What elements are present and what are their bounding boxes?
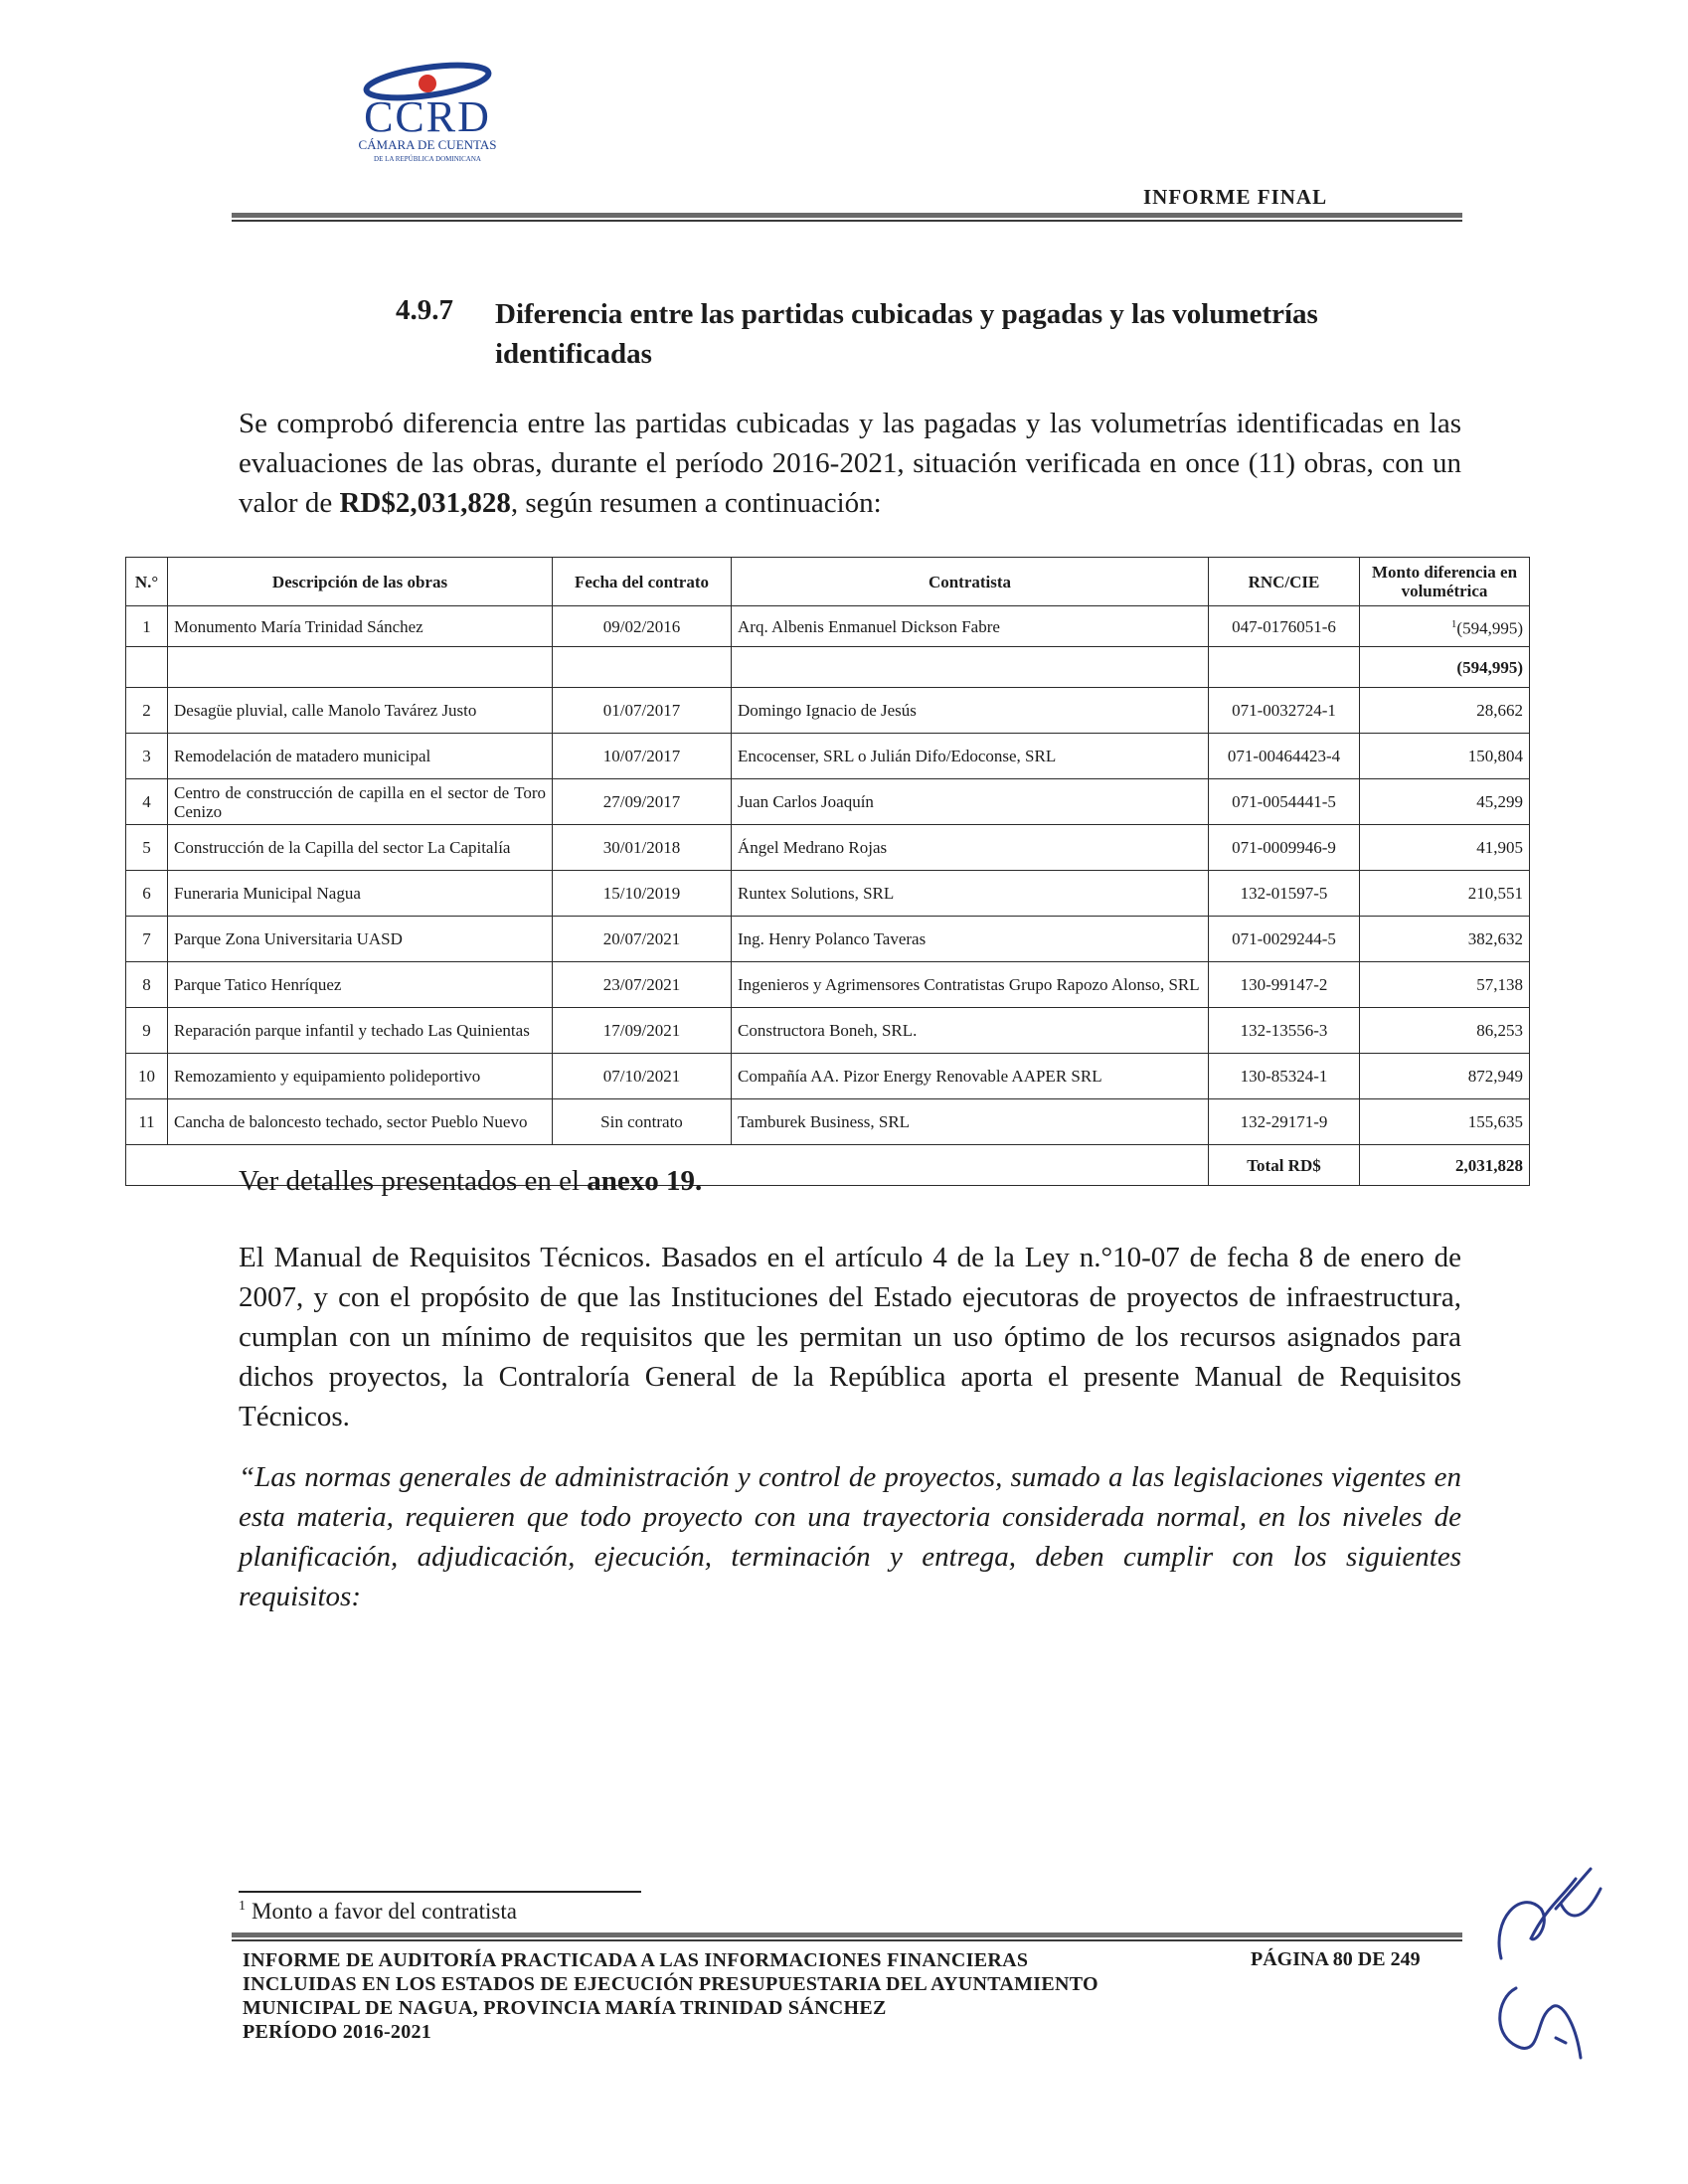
cell-rnc: 132-29171-9 [1209, 1099, 1360, 1145]
cell-num: 10 [126, 1054, 168, 1099]
footer-line: INCLUIDAS EN LOS ESTADOS DE EJECUCIÓN PRESUPUESTARIA DEL AYUNTAMIENTO [243, 1973, 1098, 1995]
cell-rnc: 071-0009946-9 [1209, 825, 1360, 871]
header-num: N.° [126, 558, 168, 606]
header-rnc: RNC/CIE [1209, 558, 1360, 606]
handwritten-signature [1481, 1849, 1610, 2068]
footnote-ref: 1 [1450, 617, 1457, 630]
cell-description: Desagüe pluvial, calle Manolo Tavárez Justo [168, 688, 553, 734]
cell-date: 27/09/2017 [553, 779, 732, 825]
footer-line: PERÍODO 2016-2021 [243, 2021, 432, 2043]
cell-num: 2 [126, 688, 168, 734]
cell-amount: 28,662 [1360, 688, 1530, 734]
cell-rnc: 071-00464423-4 [1209, 734, 1360, 779]
quote-paragraph: “Las normas generales de administración y control de proyectos, sumado a las legislaciones vigentes en esta materia, requieren que todo proyecto con una trayectoria considerada normal, en los niveles de planificación, adjudicación, ejecución, terminación y entrega, deben cumplir con los siguientes requisitos: [239, 1461, 1461, 1612]
annex-text: Ver detalles presentados en el [239, 1165, 588, 1197]
cell-num: 7 [126, 917, 168, 962]
cell-date: 15/10/2019 [553, 871, 732, 917]
footnote-rule [239, 1891, 641, 1893]
subtotal-value: (594,995) [1360, 647, 1530, 688]
cell-contractor: Compañía AA. Pizor Energy Renovable AAPER SRL [732, 1054, 1209, 1099]
annex-number: anexo 19. [587, 1165, 703, 1197]
table-body [126, 688, 1530, 1145]
cell-contractor: Constructora Boneh, SRL. [732, 1008, 1209, 1054]
table-row [126, 1008, 1530, 1054]
table-row [126, 734, 1530, 779]
table-row [126, 688, 1530, 734]
ccrd-logo [316, 60, 545, 169]
cell-amount: 150,804 [1360, 734, 1530, 779]
cell-contractor: Runtex Solutions, SRL [732, 871, 1209, 917]
cell-description: Remozamiento y equipamiento polideportivo [168, 1054, 553, 1099]
cell-rnc: 130-99147-2 [1209, 962, 1360, 1008]
cell-amount-value: (594,995) [1456, 618, 1523, 638]
cell-rnc: 047-0176051-6 [1209, 606, 1360, 647]
manual-paragraph: El Manual de Requisitos Técnicos. Basados en el artículo 4 de la Ley n.°10-07 de fecha 8 de enero de 2007, y con el propósito de que las Instituciones del Estado ejecutoras de proyectos de infraestructura, cumplan con un mínimo de requisitos que les permitan un uso óptimo de los recursos asignados para dichos proyectos, la Contraloría General de la República aporta el presente Manual de Requisitos Técnicos. [239, 1242, 1461, 1432]
footer-rule [232, 1932, 1462, 1937]
header-rule-thin [232, 220, 1462, 222]
cell-date: 23/07/2021 [553, 962, 732, 1008]
logo-text: CCRD [364, 92, 491, 141]
table-row [126, 825, 1530, 871]
cell-contractor: Ing. Henry Polanco Taveras [732, 917, 1209, 962]
cell-amount: 57,138 [1360, 962, 1530, 1008]
cell-description: Parque Zona Universitaria UASD [168, 917, 553, 962]
table-row [126, 1099, 1530, 1145]
cell-rnc: 132-13556-3 [1209, 1008, 1360, 1054]
cell-amount: 210,551 [1360, 871, 1530, 917]
intro-text-end: , según resumen a continuación: [510, 487, 882, 519]
table-row [126, 779, 1530, 825]
cell-date: 10/07/2017 [553, 734, 732, 779]
table-row [126, 917, 1530, 962]
cell-description: Remodelación de matadero municipal [168, 734, 553, 779]
cell-amount: 86,253 [1360, 1008, 1530, 1054]
header-date: Fecha del contrato [553, 558, 732, 606]
cell-description: Parque Tatico Henríquez [168, 962, 553, 1008]
cell-num: 9 [126, 1008, 168, 1054]
subtotal-row [126, 647, 1530, 688]
cell-num: 1 [126, 606, 168, 647]
total-value: 2,031,828 [1360, 1145, 1530, 1186]
cell-description: Construcción de la Capilla del sector La Capitalía [168, 825, 553, 871]
table-header-row [126, 558, 1530, 606]
intro-amount: RD$2,031,828 [339, 487, 511, 519]
logo-subtitle-2: DE LA REPÚBLICA DOMINICANA [374, 155, 481, 163]
cell-amount: 872,949 [1360, 1054, 1530, 1099]
cell-contractor: Juan Carlos Joaquín [732, 779, 1209, 825]
header-description: Descripción de las obras [168, 558, 553, 606]
cell-description: Reparación parque infantil y techado Las Quinientas [168, 1008, 553, 1054]
cell-num: 8 [126, 962, 168, 1008]
cell-rnc: 071-0029244-5 [1209, 917, 1360, 962]
footer-report-title [243, 1948, 1227, 2044]
cell-contractor: Encocenser, SRL o Julián Difo/Edoconse, SRL [732, 734, 1209, 779]
cell-contractor: Tamburek Business, SRL [732, 1099, 1209, 1145]
cell-rnc: 130-85324-1 [1209, 1054, 1360, 1099]
cell-rnc: 071-0054441-5 [1209, 779, 1360, 825]
logo-subtitle-1: CÁMARA DE CUENTAS [358, 137, 497, 152]
cell-contractor: Ingenieros y Agrimensores Contratistas Grupo Rapozo Alonso, SRL [732, 962, 1209, 1008]
cell-amount: 45,299 [1360, 779, 1530, 825]
cell-amount: 382,632 [1360, 917, 1530, 962]
cell-rnc: 071-0032724-1 [1209, 688, 1360, 734]
cell-description: Centro de construcción de capilla en el sector de Toro Cenizo [168, 779, 553, 825]
cell-amount: 41,905 [1360, 825, 1530, 871]
intro-paragraph [239, 404, 1461, 523]
cell-num: 11 [126, 1099, 168, 1145]
cell-date: 07/10/2021 [553, 1054, 732, 1099]
cell-num: 6 [126, 871, 168, 917]
cell-contractor: Arq. Albenis Enmanuel Dickson Fabre [732, 606, 1209, 647]
footer-line: MUNICIPAL DE NAGUA, PROVINCIA MARÍA TRINIDAD SÁNCHEZ [243, 1997, 887, 2019]
section-title: Diferencia entre las partidas cubicadas y pagadas y las volumetrías identificadas [495, 298, 1318, 370]
footer-line: INFORME DE AUDITORÍA PRACTICADA A LAS INFORMACIONES FINANCIERAS [243, 1949, 1029, 1971]
cell-date: 01/07/2017 [553, 688, 732, 734]
cell-date: 20/07/2021 [553, 917, 732, 962]
footnote-text: Monto a favor del contratista [252, 1899, 517, 1924]
intro-text: Se comprobó diferencia entre las partidas cubicadas y las pagadas y las volumetrías identificadas en las evaluaciones de las obras, durante el período 2016-2021, situación verificada en once (11) obras, con un valor de [239, 408, 1461, 519]
table-row [126, 871, 1530, 917]
header-rule [232, 213, 1462, 218]
cell-num: 4 [126, 779, 168, 825]
cell-description: Monumento María Trinidad Sánchez [168, 606, 553, 647]
table-row [126, 606, 1530, 647]
cell-date: 09/02/2016 [553, 606, 732, 647]
footnote-mark: 1 [239, 1899, 246, 1915]
table-row [126, 1054, 1530, 1099]
cell-date: 30/01/2018 [553, 825, 732, 871]
cell-description: Cancha de baloncesto techado, sector Pueblo Nuevo [168, 1099, 553, 1145]
cell-rnc: 132-01597-5 [1209, 871, 1360, 917]
report-label: INFORME FINAL [1143, 185, 1328, 209]
section-number: 4.9.7 [396, 294, 453, 326]
total-label: Total RD$ [1209, 1145, 1360, 1186]
table-row [126, 962, 1530, 1008]
cell-date: Sin contrato [553, 1099, 732, 1145]
page-number: PÁGINA 80 DE 249 [1251, 1948, 1421, 1970]
annex-reference [239, 1165, 702, 1198]
header-contractor: Contratista [732, 558, 1209, 606]
cell-date: 17/09/2021 [553, 1008, 732, 1054]
cell-num: 3 [126, 734, 168, 779]
works-table [125, 557, 1529, 1186]
cell-contractor: Domingo Ignacio de Jesús [732, 688, 1209, 734]
footnote [239, 1899, 517, 1925]
cell-description: Funeraria Municipal Nagua [168, 871, 553, 917]
header-amount: Monto diferencia en volumétrica [1360, 558, 1530, 606]
cell-contractor: Ángel Medrano Rojas [732, 825, 1209, 871]
cell-amount [1360, 606, 1530, 647]
cell-amount: 155,635 [1360, 1099, 1530, 1145]
footer-rule-thin [232, 1939, 1462, 1941]
cell-num: 5 [126, 825, 168, 871]
